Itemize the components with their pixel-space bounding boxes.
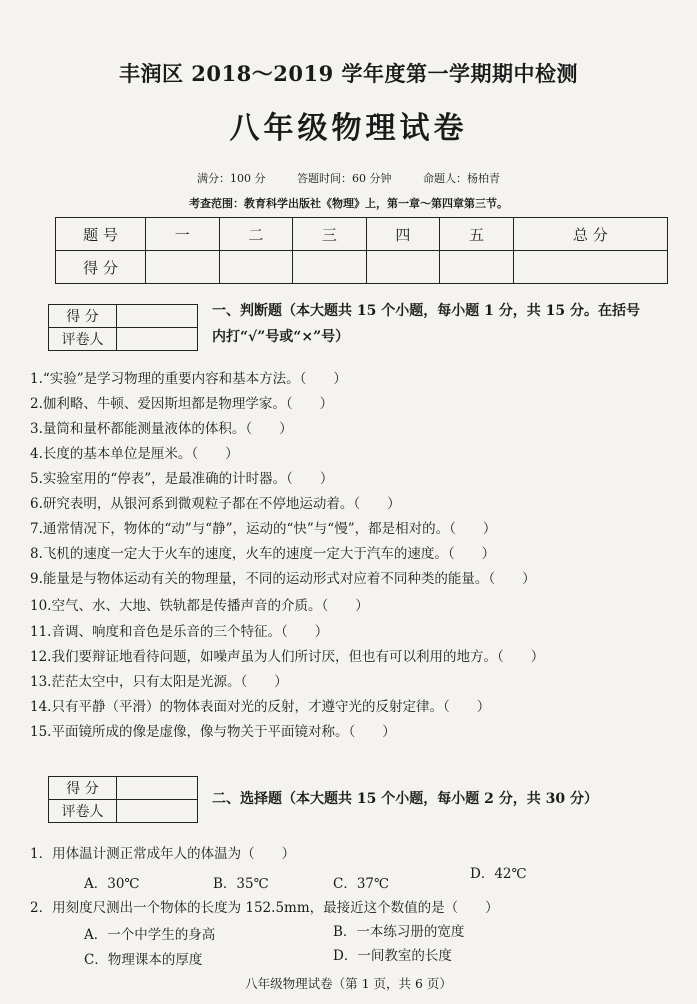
score-header-cell: 题 号 bbox=[56, 218, 146, 251]
choice-question-2: 2．用刻度尺测出一个物体的长度为 152.5mm，最接近这个数值的是（ ） bbox=[30, 900, 499, 916]
score-header-cell: 总 分 bbox=[513, 218, 667, 251]
grader-name-label: 评卷人 bbox=[49, 328, 117, 351]
judge-question-1: 1.“实验”是学习物理的重要内容和基本方法。（ ） bbox=[30, 371, 347, 387]
judge-question-4: 4.长度的基本单位是厘米。（ ） bbox=[30, 446, 239, 462]
q2-option-a[interactable]: A．一个中学生的身高 bbox=[84, 927, 216, 943]
score-header-cell: 五 bbox=[440, 218, 514, 251]
exam-author: 命题人：杨柏青 bbox=[423, 172, 500, 185]
exam-meta bbox=[0, 170, 697, 186]
judge-question-10: 10.空气、水、大地、铁轨都是传播声音的介质。（ ） bbox=[30, 598, 369, 614]
score-header-cell: 二 bbox=[219, 218, 293, 251]
score-table-header-row bbox=[56, 218, 668, 251]
choice-question-1: 1．用体温计测正常成年人的体温为（ ） bbox=[30, 846, 296, 862]
score-row-label: 得 分 bbox=[56, 251, 146, 284]
judge-question-9: 9.能量是与物体运动有关的物理量，不同的运动形式对应着不同种类的能量。（ ） bbox=[30, 571, 536, 587]
score-header-cell: 一 bbox=[146, 218, 220, 251]
grader-box-section2 bbox=[48, 776, 198, 823]
score-input-cell[interactable] bbox=[513, 251, 667, 284]
page-footer: 八年级物理试卷（第 1 页，共 6 页） bbox=[245, 976, 452, 991]
grader-score-input[interactable] bbox=[117, 777, 198, 800]
q2-option-b[interactable]: B．一本练习册的宽度 bbox=[333, 924, 465, 940]
section2-heading: 二、选择题（本大题共 15 个小题，每小题 2 分，共 30 分） bbox=[212, 791, 598, 807]
grader-box-section1 bbox=[48, 304, 198, 351]
judge-question-14: 14.只有平静（平滑）的物体表面对光的反射，才遵守光的反射定律。（ ） bbox=[30, 699, 491, 715]
grader-name-input[interactable] bbox=[117, 800, 198, 823]
score-table bbox=[55, 217, 668, 284]
grader-name-label: 评卷人 bbox=[49, 800, 117, 823]
exam-time: 答题时间：60 分钟 bbox=[297, 172, 392, 185]
score-table-score-row bbox=[56, 251, 668, 284]
grader-score-label: 得 分 bbox=[49, 305, 117, 328]
section1-heading-line2: 内打“√”号或“×”号） bbox=[212, 329, 350, 345]
exam-subtitle: 八年级物理试卷 bbox=[229, 111, 468, 146]
score-input-cell[interactable] bbox=[440, 251, 514, 284]
section1-heading bbox=[212, 298, 640, 350]
exam-scope: 考查范围：教育科学出版社《物理》上，第一章～第四章第三节。 bbox=[189, 197, 508, 210]
judge-question-8: 8.飞机的速度一定大于火车的速度，火车的速度一定大于汽车的速度。（ ） bbox=[30, 546, 496, 562]
judge-question-2: 2.伽利略、牛顿、爱因斯坦都是物理学家。（ ） bbox=[30, 396, 334, 412]
grader-name-input[interactable] bbox=[117, 328, 198, 351]
score-input-cell[interactable] bbox=[146, 251, 220, 284]
judge-question-12: 12.我们要辩证地看待问题，如噪声虽为人们所讨厌，但也有可以利用的地方。（ ） bbox=[30, 649, 545, 665]
grader-score-input[interactable] bbox=[117, 305, 198, 328]
score-input-cell[interactable] bbox=[366, 251, 440, 284]
q1-option-b[interactable]: B．35℃ bbox=[213, 876, 269, 892]
full-marks: 满分：100 分 bbox=[197, 172, 266, 185]
judge-question-6: 6.研究表明，从银河系到微观粒子都在不停地运动着。（ ） bbox=[30, 496, 401, 512]
exam-title: 丰润区 2018～2019 学年度第一学期期中检测 bbox=[118, 61, 578, 86]
judge-question-3: 3.量筒和量杯都能测量液体的体积。（ ） bbox=[30, 421, 293, 437]
judge-question-7: 7.通常情况下，物体的“动”与“静”，运动的“快”与“慢”，都是相对的。（ ） bbox=[30, 521, 497, 537]
q2-option-c[interactable]: C．物理课本的厚度 bbox=[84, 952, 203, 968]
score-header-cell: 三 bbox=[293, 218, 367, 251]
grader-score-label: 得 分 bbox=[49, 777, 117, 800]
judge-question-13: 13.茫茫太空中，只有太阳是光源。（ ） bbox=[30, 674, 288, 690]
score-input-cell[interactable] bbox=[219, 251, 293, 284]
judge-question-5: 5.实验室用的“停表”，是最准确的计时器。（ ） bbox=[30, 471, 334, 487]
score-input-cell[interactable] bbox=[293, 251, 367, 284]
q1-option-a[interactable]: A．30℃ bbox=[84, 876, 140, 892]
q1-option-c[interactable]: C．37℃ bbox=[333, 876, 390, 892]
judge-question-11: 11.音调、响度和音色是乐音的三个特征。（ ） bbox=[30, 624, 329, 640]
q2-option-d[interactable]: D．一间教室的长度 bbox=[333, 948, 452, 964]
score-header-cell: 四 bbox=[366, 218, 440, 251]
q1-option-d[interactable]: D．42℃ bbox=[470, 866, 527, 882]
judge-question-15: 15.平面镜所成的像是虚像，像与物关于平面镜对称。（ ） bbox=[30, 724, 396, 740]
section1-heading-line1: 一、判断题（本大题共 15 个小题，每小题 1 分，共 15 分。在括号 bbox=[212, 303, 640, 319]
